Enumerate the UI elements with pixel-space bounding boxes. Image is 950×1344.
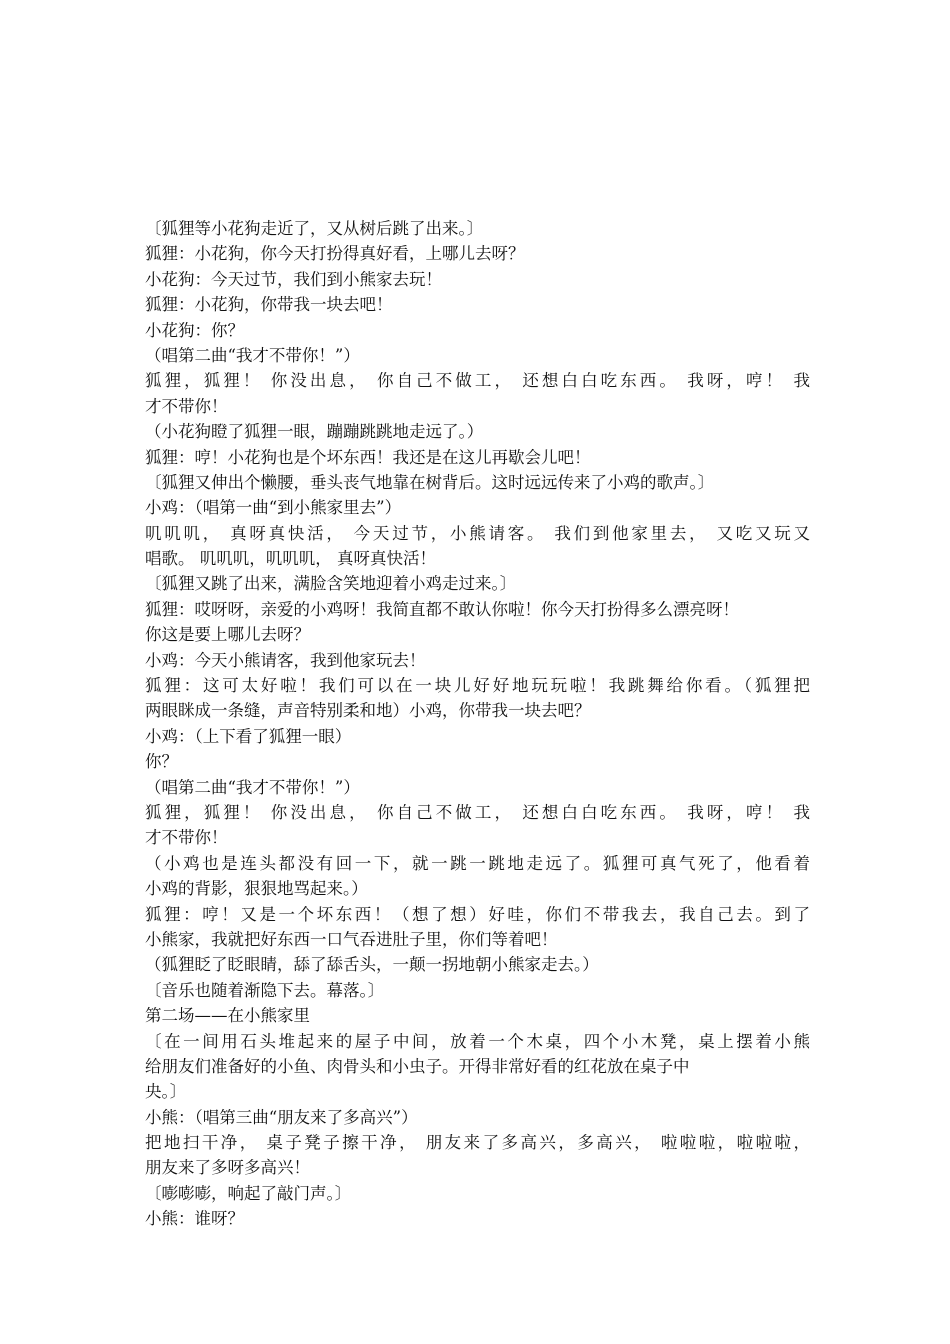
- text-line: 狐狸：这可太好啦！我们可以在一块儿好好地玩玩啦！我跳舞给你看。（狐狸把: [145, 676, 810, 696]
- text-line: 狐狸，狐狸！ 你没出息， 你自己不做工， 还想白白吃东西。 我呀，哼！ 我: [145, 371, 810, 391]
- text-line: 小花狗：你？: [145, 320, 244, 340]
- text-line: 〔音乐也随着渐隐下去。幕落。〕: [145, 980, 385, 1000]
- text-line: （唱第二曲“我才不带你！”）: [145, 345, 360, 365]
- text-line: 小鸡：（上下看了狐狸一眼）: [145, 726, 352, 746]
- text-line: 两眼眯成一条缝，声音特别柔和地）小鸡，你带我一块去吧？: [145, 701, 591, 721]
- text-line: 央。〕: [145, 1082, 187, 1102]
- text-line: （唱第二曲“我才不带你！”）: [145, 777, 360, 797]
- text-line: （狐狸眨了眨眼睛，舔了舔舌头，一颠一拐地朝小熊家走去。）: [145, 955, 599, 975]
- text-line: 才不带你！: [145, 396, 228, 416]
- text-line: 〔狐狸又跳了出来，满脸含笑地迎着小鸡走过来。〕: [145, 574, 517, 594]
- text-line: 小熊：（唱第三曲“朋友来了多高兴”）: [145, 1107, 418, 1127]
- text-line: 狐狸：小花狗，你带我一块去吧！: [145, 295, 393, 315]
- text-line: 小熊家，我就把好东西一口气吞进肚子里，你们等着吧！: [145, 929, 558, 949]
- text-line: 狐狸：哼！又是一个坏东西！（想了想）好哇，你们不带我去，我自己去。到了: [145, 904, 810, 924]
- text-line: 叽叽叽， 真呀真快活， 今天过节，小熊请客。 我们到他家里去， 又吃又玩又: [145, 523, 810, 543]
- text-line: 狐狸：哎呀呀，亲爱的小鸡呀！我简直都不敢认你啦！你今天打扮得多么漂亮呀！: [145, 599, 739, 619]
- text-line: 狐狸：小花狗，你今天打扮得真好看，上哪儿去呀？: [145, 244, 525, 264]
- text-line: 小鸡：（唱第一曲“到小熊家里去”）: [145, 498, 402, 518]
- text-line: 狐狸：哼！小花狗也是个坏东西！我还是在这儿再歇会儿吧！: [145, 447, 591, 467]
- text-line: 小鸡的背影，狠狠地骂起来。）: [145, 879, 368, 899]
- text-line: 小鸡：今天小熊请客，我到他家玩去！: [145, 650, 426, 670]
- text-line: 你这是要上哪儿去呀？: [145, 625, 310, 645]
- text-line: 〔狐狸又伸出个懒腰，垂头丧气地靠在树背后。这时远远传来了小鸡的歌声。〕: [145, 472, 715, 492]
- text-line: 小熊：谁呀？: [145, 1209, 244, 1229]
- text-line: 〔狐狸等小花狗走近了，又从树后跳了出来。〕: [145, 219, 484, 238]
- text-line: 你？: [145, 752, 178, 772]
- text-line: 才不带你！: [145, 828, 228, 848]
- text-line: 把地扫干净， 桌子凳子擦干净， 朋友来了多高兴，多高兴， 啦啦啦，啦啦啦，: [145, 1133, 810, 1153]
- text-line: （小鸡也是连头都没有回一下，就一跳一跳地走远了。狐狸可真气死了，他看着: [145, 853, 810, 873]
- text-line: 〔嘭嘭嘭，响起了敲门声。〕: [145, 1183, 352, 1203]
- text-line: 给朋友们准备好的小鱼、肉骨头和小虫子。开得非常好看的红花放在桌子中: [145, 1056, 690, 1076]
- scene-heading: 第二场——在小熊家里: [145, 1006, 310, 1026]
- text-line: 朋友来了多呀多高兴！: [145, 1158, 310, 1178]
- text-line: 唱歌。 叽叽叽，叽叽叽， 真呀真快活！: [145, 549, 436, 569]
- script-text: [145, 216, 810, 1232]
- text-line: （小花狗瞪了狐狸一眼，蹦蹦跳跳地走远了。）: [145, 422, 484, 442]
- text-line: 狐狸，狐狸！ 你没出息， 你自己不做工， 还想白白吃东西。 我呀，哼！ 我: [145, 802, 810, 822]
- text-line: 小花狗：今天过节，我们到小熊家去玩！: [145, 269, 442, 289]
- text-line: 〔在一间用石头堆起来的屋子中间，放着一个木桌，四个小木凳，桌上摆着小熊: [145, 1031, 810, 1051]
